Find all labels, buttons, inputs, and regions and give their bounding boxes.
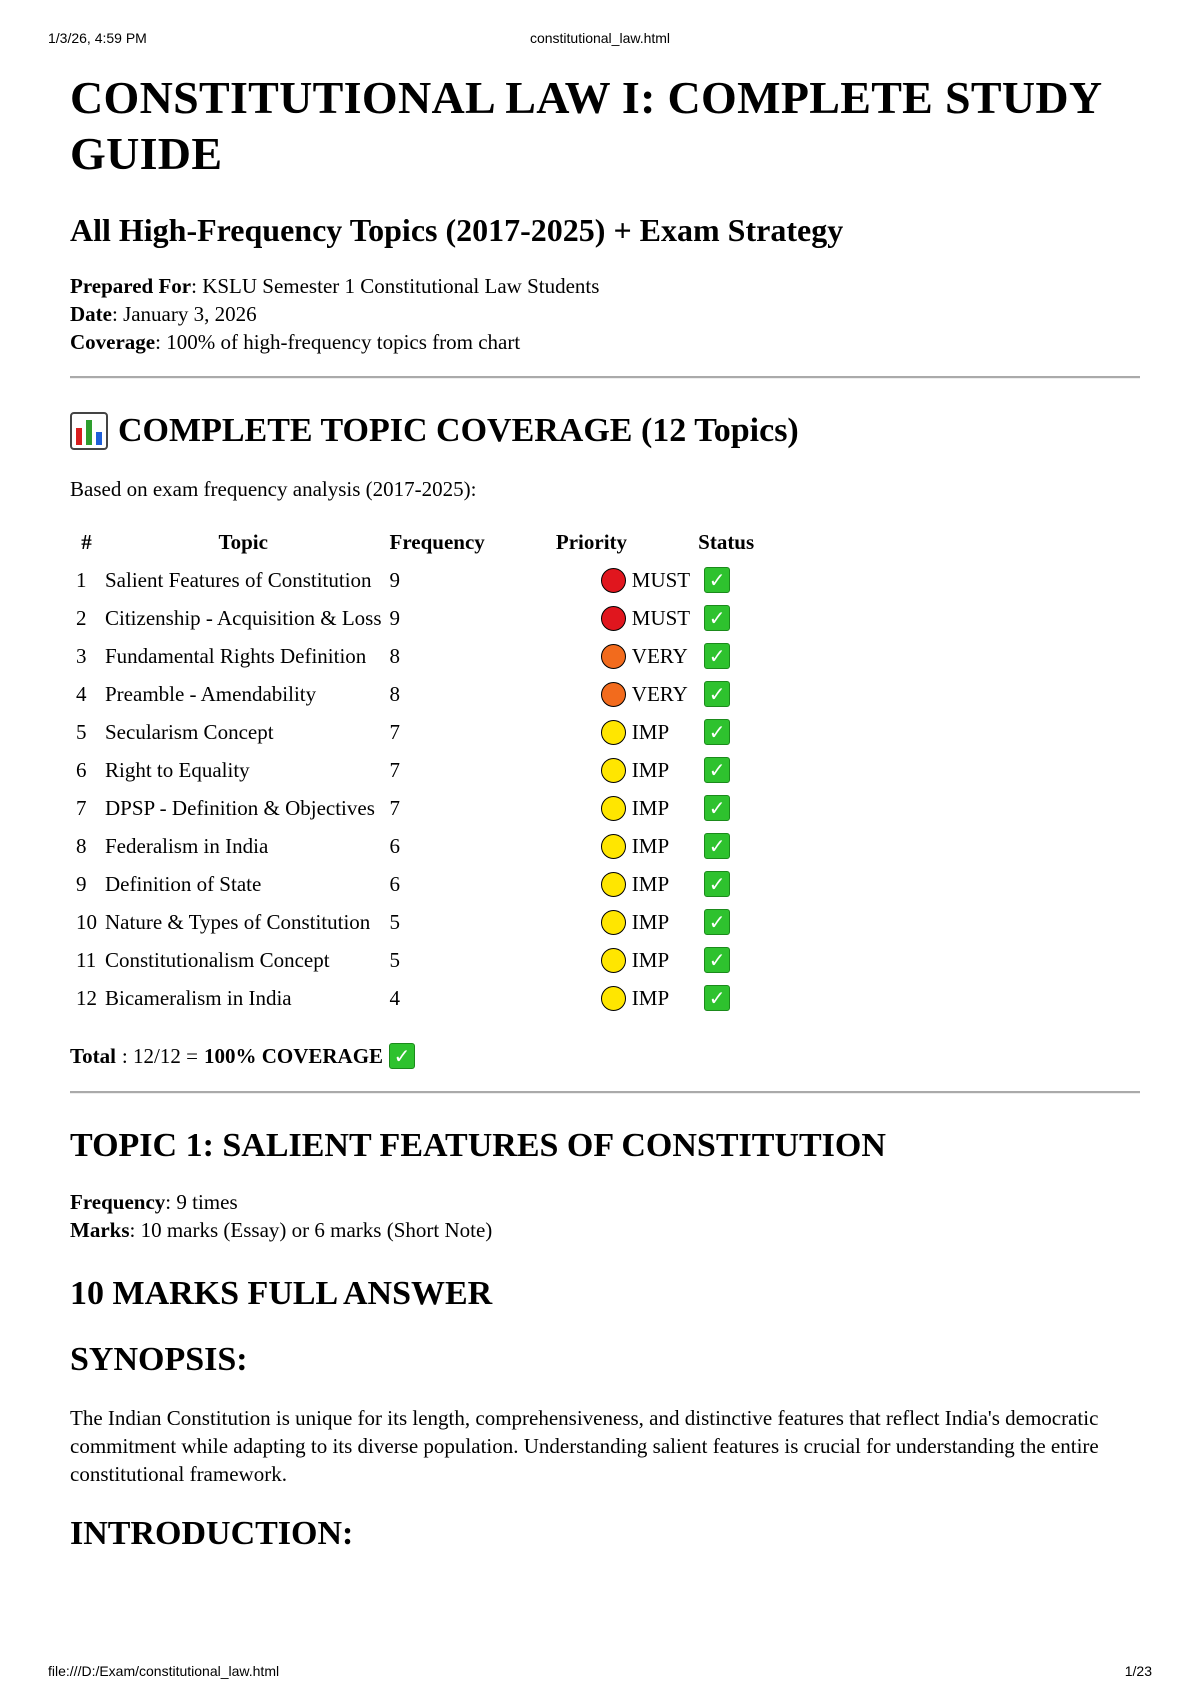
row-frequency: 8 <box>389 682 400 706</box>
meta-value: : KSLU Semester 1 Constitutional Law Students <box>191 274 600 298</box>
priority-circle-icon <box>601 948 626 973</box>
col-number: # <box>81 530 92 554</box>
row-number: 11 <box>76 948 97 972</box>
priority-label: IMP <box>631 910 670 934</box>
coverage-heading <box>70 409 1140 453</box>
priority-label: MUST <box>631 606 691 630</box>
col-status: Status <box>698 530 755 554</box>
row-frequency: 8 <box>389 644 400 668</box>
meta-label: Date <box>70 302 112 326</box>
row-status <box>694 599 758 637</box>
row-number: 4 <box>76 682 87 706</box>
priority-circle-icon <box>601 986 626 1011</box>
coverage-total <box>70 1041 1140 1071</box>
topic1-marks <box>70 1216 1140 1244</box>
table-row <box>72 561 758 599</box>
check-icon: ✓ <box>704 909 730 935</box>
priority-label: VERY <box>631 682 688 706</box>
topic1-frequency <box>70 1188 1140 1216</box>
meta-prepared-for <box>70 272 1140 300</box>
priority-circle-icon <box>601 606 626 631</box>
row-topic: Citizenship - Acquisition & Loss <box>105 606 382 630</box>
row-frequency: 4 <box>389 986 400 1010</box>
introduction-heading: INTRODUCTION: <box>70 1515 354 1552</box>
priority-label: IMP <box>631 872 670 896</box>
priority-label: VERY <box>631 644 688 668</box>
row-topic: Nature & Types of Constitution <box>105 910 371 934</box>
priority-circle-icon <box>601 644 626 669</box>
topic1-heading: TOPIC 1: SALIENT FEATURES OF CONSTITUTION <box>70 1127 886 1164</box>
priority-label: IMP <box>631 720 670 744</box>
row-number: 3 <box>76 644 87 668</box>
meta-value: : January 3, 2026 <box>111 302 257 326</box>
priority-circle-icon <box>601 910 626 935</box>
row-number: 7 <box>76 796 87 820</box>
print-url: file:///D:/Exam/constitutional_law.html <box>48 1663 280 1679</box>
divider <box>70 1091 1140 1094</box>
row-number: 6 <box>76 758 87 782</box>
coverage-heading-text: COMPLETE TOPIC COVERAGE (12 Topics) <box>118 412 799 449</box>
meta-label: Coverage <box>70 330 156 354</box>
row-topic: Constitutionalism Concept <box>105 948 330 972</box>
check-icon: ✓ <box>704 719 730 745</box>
row-status <box>694 637 758 675</box>
document-body <box>70 70 1140 1578</box>
topic-coverage-table <box>72 523 758 1017</box>
divider <box>70 376 1140 379</box>
priority-circle-icon <box>601 872 626 897</box>
table-row <box>72 979 758 1017</box>
row-topic: Right to Equality <box>105 758 250 782</box>
table-row <box>72 789 758 827</box>
total-bold: 100% COVERAGE <box>203 1044 384 1068</box>
document-title: CONSTITUTIONAL LAW I: COMPLETE STUDY GUIDE <box>70 72 1101 179</box>
priority-circle-icon <box>601 796 626 821</box>
row-number: 10 <box>76 910 97 934</box>
total-value: : 12/12 = <box>121 1044 198 1068</box>
table-body <box>72 561 758 1017</box>
row-status <box>694 561 758 599</box>
table-row <box>72 903 758 941</box>
total-label: Total <box>70 1044 116 1068</box>
row-status <box>694 751 758 789</box>
table-row <box>72 865 758 903</box>
meta-label: Prepared For <box>70 274 192 298</box>
table-row <box>72 675 758 713</box>
check-icon: ✓ <box>704 643 730 669</box>
bar-chart-icon <box>70 412 108 450</box>
check-icon: ✓ <box>704 567 730 593</box>
check-icon: ✓ <box>704 833 730 859</box>
priority-circle-icon <box>601 758 626 783</box>
row-priority <box>489 941 694 979</box>
row-priority <box>489 789 694 827</box>
table-row <box>72 713 758 751</box>
meta-label: Frequency <box>70 1190 166 1214</box>
row-frequency: 5 <box>389 910 400 934</box>
row-priority <box>489 751 694 789</box>
row-topic: Secularism Concept <box>105 720 274 744</box>
synopsis-heading: SYNOPSIS: <box>70 1341 248 1378</box>
priority-circle-icon <box>601 682 626 707</box>
row-frequency: 6 <box>389 872 400 896</box>
document-meta <box>70 272 1140 356</box>
priority-label: MUST <box>631 568 691 592</box>
priority-label: IMP <box>631 796 670 820</box>
row-topic: Definition of State <box>105 872 262 896</box>
row-priority <box>489 827 694 865</box>
row-number: 12 <box>76 986 97 1010</box>
check-icon: ✓ <box>704 757 730 783</box>
meta-date <box>70 300 1140 328</box>
row-status <box>694 827 758 865</box>
print-datetime: 1/3/26, 4:59 PM <box>48 30 147 46</box>
row-topic: Fundamental Rights Definition <box>105 644 367 668</box>
priority-label: IMP <box>631 758 670 782</box>
row-frequency: 6 <box>389 834 400 858</box>
table-row <box>72 637 758 675</box>
row-number: 5 <box>76 720 87 744</box>
row-priority <box>489 865 694 903</box>
check-icon: ✓ <box>389 1043 415 1069</box>
row-priority <box>489 637 694 675</box>
priority-label: IMP <box>631 986 670 1010</box>
row-priority <box>489 675 694 713</box>
print-page-number: 1/23 <box>1124 1663 1152 1679</box>
row-topic: DPSP - Definition & Objectives <box>105 796 375 820</box>
answer-heading: 10 MARKS FULL ANSWER <box>70 1275 493 1312</box>
meta-value: : 10 marks (Essay) or 6 marks (Short Note) <box>129 1218 493 1242</box>
check-icon: ✓ <box>704 681 730 707</box>
priority-circle-icon <box>601 720 626 745</box>
row-topic: Salient Features of Constitution <box>105 568 372 592</box>
table-header-row <box>72 523 758 561</box>
meta-value: : 9 times <box>165 1190 238 1214</box>
priority-circle-icon <box>601 568 626 593</box>
row-priority <box>489 599 694 637</box>
table-row <box>72 599 758 637</box>
synopsis-text: The Indian Constitution is unique for its length, comprehensiveness, and distinctive features that reflect India's democratic commitment while adapting to its diverse population. Understanding salient features is crucial for understanding the entire constitutional framework. <box>70 1406 1099 1486</box>
topic1-meta <box>70 1188 1140 1244</box>
coverage-intro: Based on exam frequency analysis (2017-2025): <box>70 477 477 501</box>
row-number: 9 <box>76 872 87 896</box>
row-number: 8 <box>76 834 87 858</box>
col-priority: Priority <box>555 530 628 554</box>
check-icon: ✓ <box>704 985 730 1011</box>
meta-value: : 100% of high-frequency topics from chart <box>155 330 521 354</box>
row-priority <box>489 713 694 751</box>
row-topic: Preamble - Amendability <box>105 682 317 706</box>
document-subtitle: All High-Frequency Topics (2017-2025) + Exam Strategy <box>70 212 844 248</box>
row-status <box>694 941 758 979</box>
print-page-title: constitutional_law.html <box>529 30 671 46</box>
col-frequency: Frequency <box>389 530 485 554</box>
check-icon: ✓ <box>704 605 730 631</box>
meta-coverage <box>70 328 1140 356</box>
row-topic: Federalism in India <box>105 834 269 858</box>
row-status <box>694 865 758 903</box>
priority-label: IMP <box>631 834 670 858</box>
row-priority <box>489 903 694 941</box>
row-status <box>694 789 758 827</box>
table-row <box>72 827 758 865</box>
check-icon: ✓ <box>704 947 730 973</box>
priority-label: IMP <box>631 948 670 972</box>
row-frequency: 9 <box>389 568 400 592</box>
row-number: 1 <box>76 568 87 592</box>
row-frequency: 9 <box>389 606 400 630</box>
table-row <box>72 941 758 979</box>
row-topic: Bicameralism in India <box>105 986 292 1010</box>
table-row <box>72 751 758 789</box>
row-priority <box>489 561 694 599</box>
row-status <box>694 713 758 751</box>
row-priority <box>489 979 694 1017</box>
row-frequency: 5 <box>389 948 400 972</box>
row-frequency: 7 <box>389 720 400 744</box>
row-number: 2 <box>76 606 87 630</box>
meta-label: Marks <box>70 1218 130 1242</box>
check-icon: ✓ <box>704 871 730 897</box>
row-status <box>694 903 758 941</box>
row-status <box>694 979 758 1017</box>
col-topic: Topic <box>218 530 268 554</box>
row-frequency: 7 <box>389 758 400 782</box>
priority-circle-icon <box>601 834 626 859</box>
check-icon: ✓ <box>704 795 730 821</box>
row-frequency: 7 <box>389 796 400 820</box>
row-status <box>694 675 758 713</box>
